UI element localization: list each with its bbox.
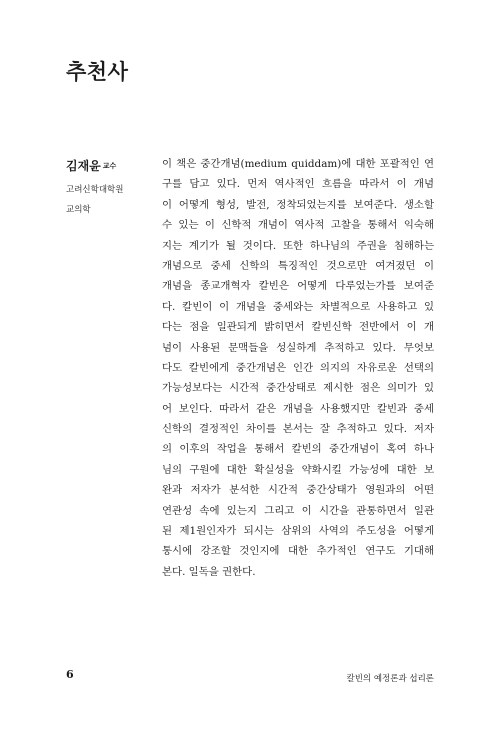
body-line: 개념으로 중세 신학의 특징적인 것으로만 여겨졌던 이 — [162, 259, 434, 272]
body-line: 님의 구원에 대한 확실성을 약화시킬 가능성에 대한 보 — [162, 463, 434, 476]
body-line: 된 제1원인자가 되시는 삼위의 사역의 주도성을 어떻게 — [162, 525, 434, 538]
author-name-line — [66, 158, 156, 174]
body-line: 수 있는 이 신학적 개념이 역사적 고찰을 통해서 익숙해 — [162, 219, 434, 232]
body-line: 념이 사용된 문맥들을 성실하게 추적하고 있다. 무엇보 — [162, 341, 434, 354]
body-line: 신학의 결정적인 차이를 본서는 잘 추적하고 있다. 저자 — [162, 423, 434, 436]
body-line: 이 책은 중간개념(medium quiddam)에 대한 포괄적인 연 — [162, 158, 434, 170]
body-line: 구를 담고 있다. 먼저 역사적인 흐름을 따라서 이 개념 — [162, 178, 434, 191]
page-title: 추천사 — [66, 60, 129, 84]
body-line: 다는 점을 일관되게 밝히면서 칼빈신학 전반에서 이 개 — [162, 321, 434, 334]
author-affiliation-school: 고려신학대학원 — [66, 185, 124, 195]
body-line: 의 이후의 작업을 통해서 칼빈의 중간개념이 혹여 하나 — [162, 443, 434, 456]
author-name: 김재윤 — [66, 159, 101, 173]
body-line: 본다. 일독을 권한다. — [162, 565, 256, 578]
recommendation-body — [162, 154, 434, 582]
body-line: 다. 칼빈이 이 개념을 중세와는 차별적으로 사용하고 있 — [162, 300, 434, 313]
body-line: 다도 칼빈에게 중간개념은 인간 의지의 자유로운 선택의 — [162, 361, 434, 374]
running-title: 칼빈의 예정론과 섭리론 — [346, 674, 434, 684]
body-line: 개념을 종교개혁자 칼빈은 어떻게 다루었는가를 보여준 — [162, 280, 434, 293]
body-line: 이 어떻게 형성, 발전, 정착되었는지를 보여준다. 생소할 — [162, 198, 434, 211]
author-block — [66, 158, 156, 224]
body-line: 완과 저자가 분석한 시간적 중간상태가 영원과의 어떤 — [162, 484, 434, 497]
body-line: 통시에 강조할 것인지에 대한 추가적인 연구도 기대해 — [162, 545, 434, 558]
author-affiliation — [66, 184, 156, 224]
body-line: 연관성 속에 있는지 그리고 이 시간을 관통하면서 일관 — [162, 504, 434, 517]
body-line: 어 보인다. 따라서 같은 개념을 사용했지만 칼빈과 중세 — [162, 402, 434, 415]
body-line: 지는 계기가 될 것이다. 또한 하나님의 주권을 침해하는 — [162, 239, 434, 252]
body-line: 가능성보다는 시간적 중간상태로 제시한 점은 의미가 있 — [162, 382, 434, 395]
page-number: 6 — [66, 668, 74, 681]
author-title: 교수 — [102, 162, 117, 170]
author-affiliation-department: 교의학 — [66, 205, 91, 215]
